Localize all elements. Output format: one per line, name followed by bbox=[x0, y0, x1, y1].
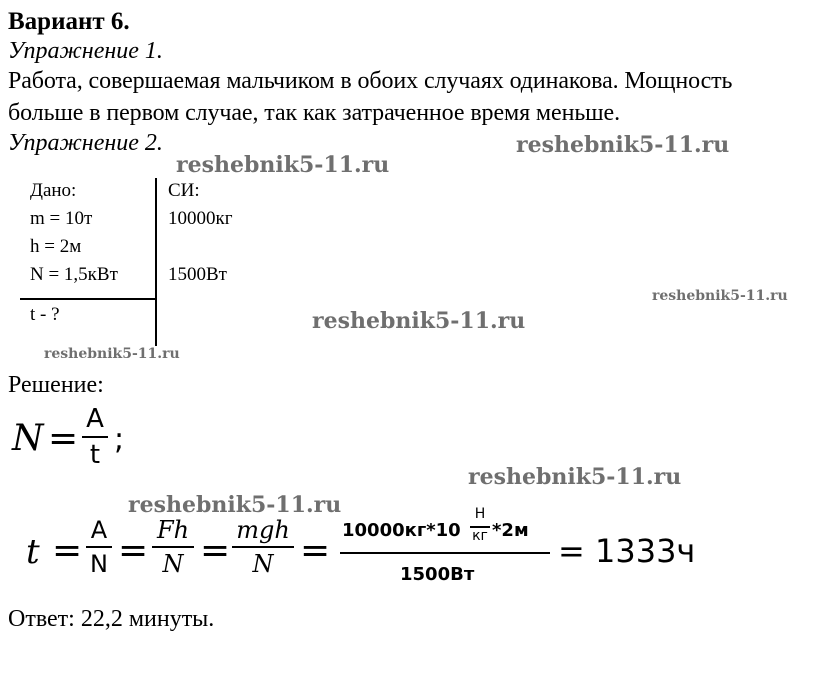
formula2-frac2-den: N bbox=[162, 550, 184, 578]
formula2-frac1-den: N bbox=[90, 550, 108, 578]
formula1-fraction bbox=[82, 404, 108, 470]
table-horizontal-divider bbox=[20, 298, 155, 300]
formula2-frac4-den: 1500Вт bbox=[400, 564, 475, 585]
watermark-3: reshebnik5-11.ru bbox=[652, 288, 788, 304]
formula2-eq2: = bbox=[118, 530, 149, 571]
solution-label: Решение: bbox=[8, 372, 104, 398]
formula2-frac4 bbox=[340, 506, 550, 592]
si-header: СИ: bbox=[168, 180, 200, 201]
formula2-eq1: = bbox=[52, 530, 83, 571]
table-vertical-divider bbox=[155, 178, 157, 346]
si-mass: 10000кг bbox=[168, 208, 233, 229]
exercise1-heading: Упражнение 1. bbox=[8, 38, 163, 64]
exercise2-heading: Упражнение 2. bbox=[8, 130, 163, 156]
given-mass: m = 10т bbox=[30, 208, 93, 229]
formula2-frac2-num: Fh bbox=[156, 516, 190, 544]
watermark-2: reshebnik5-11.ru bbox=[176, 152, 390, 178]
watermark-4: reshebnik5-11.ru bbox=[312, 308, 526, 334]
exercise1-text-line2: больше в первом случае, так как затраченное время меньше. bbox=[8, 100, 620, 126]
formula2-lhs: t bbox=[26, 532, 40, 572]
formula1-equals: = bbox=[48, 418, 79, 459]
formula2-frac2 bbox=[152, 516, 194, 578]
given-header: Дано: bbox=[30, 180, 77, 201]
si-power: 1500Вт bbox=[168, 264, 227, 285]
formula1-den: t bbox=[89, 440, 101, 470]
formula1-bar bbox=[82, 436, 108, 438]
formula2-frac3-den: N bbox=[252, 550, 274, 578]
given-power: N = 1,5кВт bbox=[30, 264, 118, 285]
formula1-semicolon: ; bbox=[114, 422, 125, 457]
formula2-frac4-unit-den: кг bbox=[472, 528, 488, 544]
variant-title: Вариант 6. bbox=[8, 8, 130, 35]
watermark-1: reshebnik5-11.ru bbox=[516, 132, 730, 158]
watermark-7: reshebnik5-11.ru bbox=[128, 492, 342, 518]
exercise1-text-line1: Работа, совершаемая мальчиком в обоих случаях одинакова. Мощность bbox=[8, 68, 733, 94]
watermark-6: reshebnik5-11.ru bbox=[468, 464, 682, 490]
watermark-5: reshebnik5-11.ru bbox=[44, 346, 180, 362]
answer-text: Ответ: 22,2 минуты. bbox=[8, 606, 215, 632]
given-height: h = 2м bbox=[30, 236, 82, 257]
formula2-frac4-num-b: *2м bbox=[492, 520, 529, 541]
formula2-frac1 bbox=[86, 516, 112, 578]
find-time: t - ? bbox=[30, 304, 60, 325]
formula2-frac3-bar bbox=[232, 546, 294, 548]
formula2-frac2-bar bbox=[152, 546, 194, 548]
formula2-result: = 1333ч bbox=[558, 532, 696, 570]
formula2-frac3-num: mgh bbox=[236, 516, 290, 544]
formula2-eq4: = bbox=[300, 530, 331, 571]
formula2-frac4-unit-num: Н bbox=[474, 506, 486, 522]
formula1-lhs: N bbox=[12, 418, 44, 459]
formula1-num: A bbox=[86, 404, 104, 434]
formula2-frac4-num-a: 10000кг*10 bbox=[342, 520, 461, 541]
formula2-frac3 bbox=[232, 516, 294, 578]
formula2-frac1-num: A bbox=[90, 516, 108, 544]
formula2-frac4-bar bbox=[340, 552, 550, 554]
formula2-eq3: = bbox=[200, 530, 231, 571]
formula2-frac1-bar bbox=[86, 546, 112, 548]
